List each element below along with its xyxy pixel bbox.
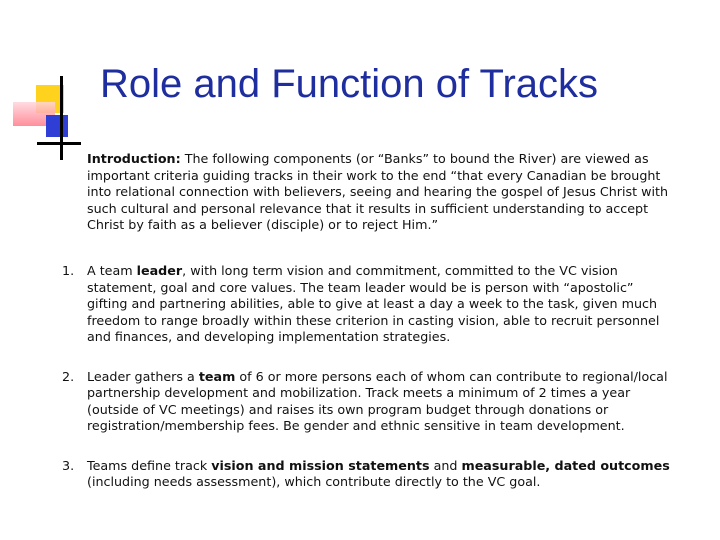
list-item-text: Teams define track bbox=[87, 457, 212, 473]
intro-label: Introduction: bbox=[87, 151, 181, 166]
list-item-text: , with long term vision and commitment, committed to the VC vision statement, goal and core values. The team leader would be is person with “apostolic” gifting and partnering abilities, able to give at least a day a week to the task, given much freedom to range broadly within these criterion in casting vision, able to recruit personnel and finances, and developing implementation strategies. bbox=[87, 263, 660, 344]
list-item-number: 3. bbox=[62, 457, 75, 473]
list-item-keyword: team bbox=[198, 368, 236, 384]
list-item-keyword: vision and mission statements bbox=[211, 457, 430, 473]
decorative-horizontal-line bbox=[37, 142, 81, 145]
list-item bbox=[62, 369, 677, 435]
list-item bbox=[62, 458, 677, 491]
list-item-keyword: leader bbox=[136, 263, 183, 278]
decorative-blue-square bbox=[46, 115, 68, 137]
list-item-keyword: measurable, dated outcomes bbox=[461, 457, 670, 473]
list-item-text: Leader gathers a bbox=[87, 368, 199, 384]
list-item-number: 1. bbox=[62, 263, 75, 278]
slide-title: Role and Function of Tracks bbox=[100, 62, 599, 106]
list-item-text: A team bbox=[87, 263, 137, 278]
intro-paragraph bbox=[87, 151, 677, 234]
list-item-number: 2. bbox=[62, 368, 75, 384]
list-item-text: and bbox=[429, 457, 462, 473]
list-item bbox=[62, 263, 677, 346]
list-item-text: of 6 or more persons each of whom can contribute to regional/local partnership development and mobilization. Track meets a minimum of 2 times a year (outside of VC meetings) and raises its own program budget through donations or registration/membership fees. Be gender and ethnic sensitive in team development. bbox=[87, 368, 668, 433]
criteria-list bbox=[62, 263, 677, 491]
list-item-text: (including needs assessment), which contribute directly to the VC goal. bbox=[87, 474, 541, 489]
decorative-vertical-line bbox=[60, 76, 63, 160]
intro-text: The following components (or “Banks” to bound the River) are viewed as important criteria guiding tracks in their work to the end “that every Canadian be brought into relational connection with believers, seeing and hearing the gospel of Jesus Christ with such cultural and personal relevance that it results in sufficient understanding to accept Christ by faith as a believer (disciple) or to reject Him.” bbox=[87, 151, 669, 232]
